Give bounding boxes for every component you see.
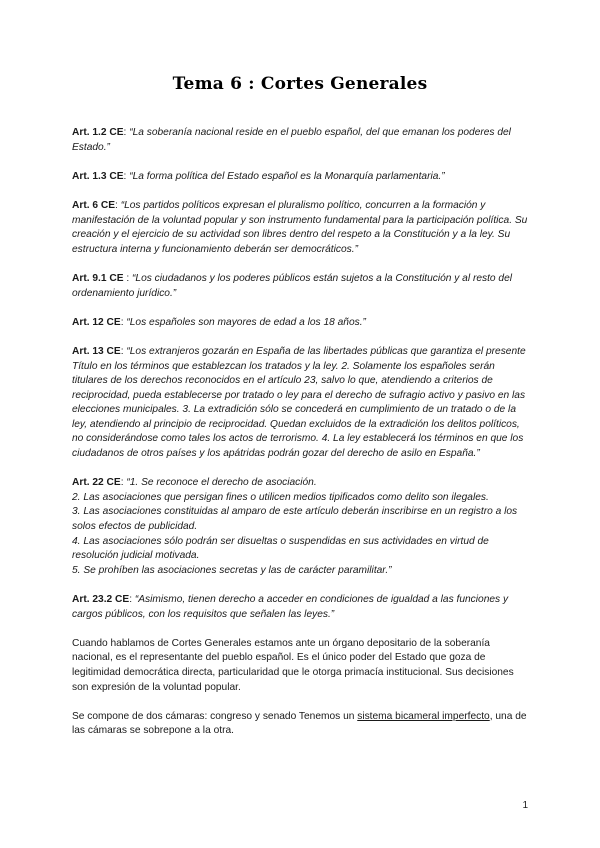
article-sep: : <box>120 316 127 328</box>
article-6 <box>72 199 532 257</box>
article-label: Art. 22 CE <box>72 477 121 489</box>
article-22-line-1: “1. Se reconoce el derecho de asociación. <box>126 477 317 489</box>
article-12 <box>72 316 532 331</box>
article-label: Art. 1.2 CE <box>72 127 124 138</box>
article-23-2 <box>72 593 532 622</box>
article-22 <box>72 476 532 578</box>
article-quote: “Los ciudadanos y los poderes públicos están sujetos a la Constitución y al resto del ordenamiento jurídico.” <box>72 272 513 299</box>
article-quote: “Los partidos políticos expresan el pluralismo político, concurren a la formación y manifestación de la voluntad popular y son instrumento fundamental para la participación política. Su creación y el ejercicio de su actividad son libres dentro del respeto a la Constitución y a la ley. Su estructura interna y funcionamiento deberán ser democráticos.” <box>72 199 528 255</box>
page-number: 1 <box>522 800 528 811</box>
article-sep: : <box>120 345 127 357</box>
article-quote: “Los españoles son mayores de edad a los 18 años.” <box>126 316 366 328</box>
article-sep: : <box>123 170 130 182</box>
article-label: Art. 13 CE <box>72 345 121 357</box>
article-1-2 <box>72 126 532 155</box>
article-22-line-5: 5. Se prohíben las asociaciones secretas y las de carácter paramilitar.” <box>72 564 392 576</box>
document-body <box>72 126 532 754</box>
article-13 <box>72 345 532 462</box>
paragraph-camaras <box>72 710 532 739</box>
article-sep: : <box>120 477 127 489</box>
article-label: Art. 1.3 CE <box>72 170 124 182</box>
article-label: Art. 12 CE <box>72 316 121 328</box>
article-quote: “La forma política del Estado español es la Monarquía parlamentaria.” <box>129 170 445 182</box>
article-22-line-3: 3. Las asociaciones constituidas al amparo de este artículo deberán inscribirse en un registro a los solos efectos de publicidad. <box>72 506 518 533</box>
paragraph-camaras-before: Se compone de dos cámaras: congreso y senado Tenemos un <box>72 710 358 722</box>
article-sep: : <box>123 127 130 138</box>
article-quote: “Asimismo, tienen derecho a acceder en condiciones de igualdad a las funciones y cargos públicos, con los requisitos que señalen las leyes.” <box>72 594 509 620</box>
article-22-line-4: 4. Las asociaciones sólo podrán ser disueltas o suspendidas en sus actividades en virtud de resolución judicial motivada. <box>72 535 489 562</box>
article-9-1 <box>72 272 532 301</box>
page-title: Tema 6 : Cortes Generales <box>172 74 428 94</box>
article-sep: : <box>123 272 133 284</box>
article-quote: “Los extranjeros gozarán en España de las libertades públicas que garantiza el presente Título en los términos que establezcan los tratados y la ley. 2. Solamente los españoles serán titulares de los derechos reconocidos en el artículo 23, salvo lo que, atendiendo a criterios de reciprocidad, pueda establecerse por tratado o ley para el derecho de sufragio activo y pasivo en las elecciones municipales. 3. La extradición sólo se concederá en cumplimiento de un tratado o de la ley, atendiendo al principio de reciprocidad. Quedan excluidos de la extradición los delitos políticos, no considerándose como tales los actos de terrorismo. 4. La ley establecerá los términos en que los ciudadanos de otros países y los apátridas podrán gozar del derecho de asilo en España.” <box>72 345 526 460</box>
article-sep: : <box>129 594 135 605</box>
article-label: Art. 6 CE <box>72 199 116 211</box>
article-22-line-2: 2. Las asociaciones que persigan fines o utilicen medios tipificados como delito son ilegales. <box>72 491 489 503</box>
article-1-3 <box>72 170 532 185</box>
paragraph-camaras-after: , una de las cámaras se sobrepone a la otra. <box>72 710 527 737</box>
article-label: Art. 23.2 CE <box>72 594 130 605</box>
article-label: Art. 9.1 CE <box>72 272 124 284</box>
paragraph-cortes: Cuando hablamos de Cortes Generales estamos ante un órgano depositario de la soberanía nacional, es el representante del pueblo español. Es el único poder del Estado que goza de legitimidad democrática directa, particularidad que le otorga primacía institucional. Sus decisiones son expresión de la voluntad popular. <box>72 637 514 693</box>
article-quote: “La soberanía nacional reside en el pueblo español, del que emanan los poderes del Estado.” <box>72 127 511 153</box>
article-sep: : <box>115 199 121 211</box>
underlined-term: sistema bicameral imperfecto <box>357 710 490 722</box>
